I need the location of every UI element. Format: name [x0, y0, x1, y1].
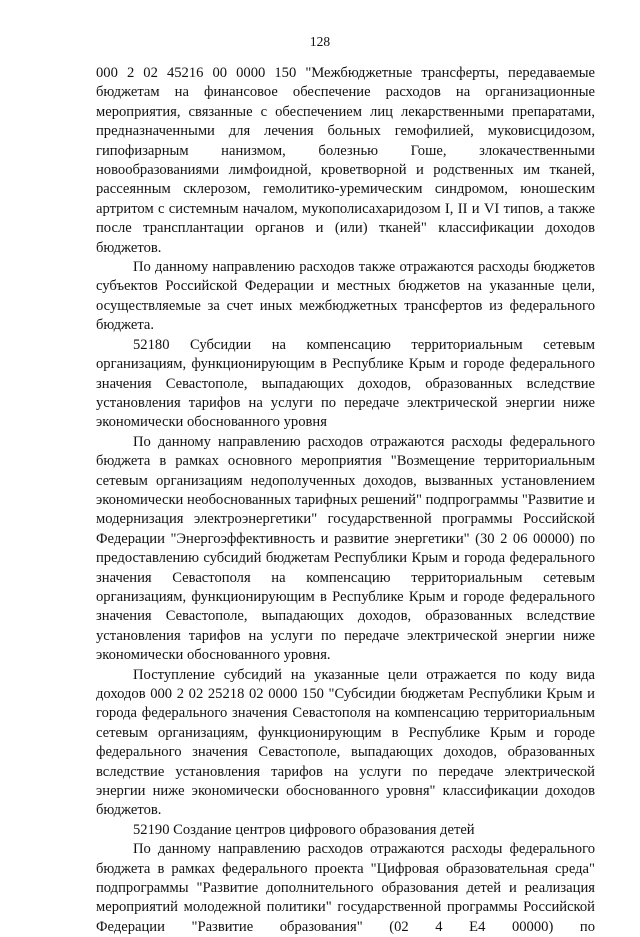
paragraph-52190-heading: 52190 Создание центров цифрового образования детей	[133, 821, 475, 838]
paragraph-intertransfers-code: 000 2 02 45216 00 0000 150 "Межбюджетные трансферты, передаваемые бюджетам на финансовое обеспечение расходов на организационные мероприятия, связанные с обеспечением лиц лекарственными препаратами, предназначенными для лечения больных гемофилией, муковисцидозом, гипофизарным нанизмом, болезнью Гоше, злокачественными новообразованиями лимфоидной, кроветворной и родственных им тканей, рассеянным склерозом, гемолитико-уремическим синдромом, юношеским артритом с системным началом, мукополисахаридозом I, II и VI типов, а также после трансплантации органов и (или) тканей" классификации доходов бюджетов.	[96, 65, 595, 256]
paragraph-52180-description: По данному направлению расходов отражаются расходы федерального бюджета в рамках основного мероприятия "Возмещение территориальным сетевым организациям недополученных доходов, вызванных установлением экономически необоснованных тарифных решений" подпрограммы "Развитие и модернизация электроэнергетики" государственной программы Российской Федерации "Энергоэффективность и развитие энергетики" (30 2 06 00000) по предоставлению субсидий бюджетам Республики Крым и города федерального значения Севастополя на компенсацию территориальным сетевым организациям, функционирующим в Республике Крым и городе федерального значения Севастополе, выпадающих доходов, образованных вследствие установления тарифов на услуги по передаче электрической энергии ниже экономически обоснованного уровня.	[96, 433, 595, 664]
paragraph-52180-income-code: Поступление субсидий на указанные цели отражается по коду вида доходов 000 2 02 25218 02 0000 150 "Субсидии бюджетам Республики Крым и города федерального значения Севастополя на компенсацию территориальным сетевым организациям, функционирующим в Республике Крым и городе федерального значения Севастополе, выпадающих доходов, образованных вследствие установления тарифов на услуги по передаче электрической энергии ниже экономически обоснованного уровня" классификации доходов бюджетов.	[96, 666, 595, 819]
page-number: 128	[309, 34, 331, 49]
paragraph-52190-description: По данному направлению расходов отражаются расходы федерального бюджета в рамках федерального проекта "Цифровая образовательная среда" подпрограммы "Развитие дополнительного образования детей и реализация мероприятий молодежной политики" государственной программы Российской Федерации "Развитие образования" (02 4 Е4 00000) по	[96, 841, 595, 935]
page-body	[96, 64, 595, 937]
paragraph-52180-heading: 52180 Субсидии на компенсацию территориальным сетевым организациям, функционирующим в Республике Крым и городе федерального значения Севастополе, выпадающих доходов, образованных вследствие установления тарифов на услуги по передаче электрической энергии ниже экономически обоснованного уровня	[96, 336, 595, 431]
paragraph-regional-budgets-note: По данному направлению расходов также отражаются расходы бюджетов субъектов Российской Федерации и местных бюджетов на указанные цели, осуществляемые за счет иных межбюджетных трансфертов из федерального бюджета.	[96, 259, 595, 334]
